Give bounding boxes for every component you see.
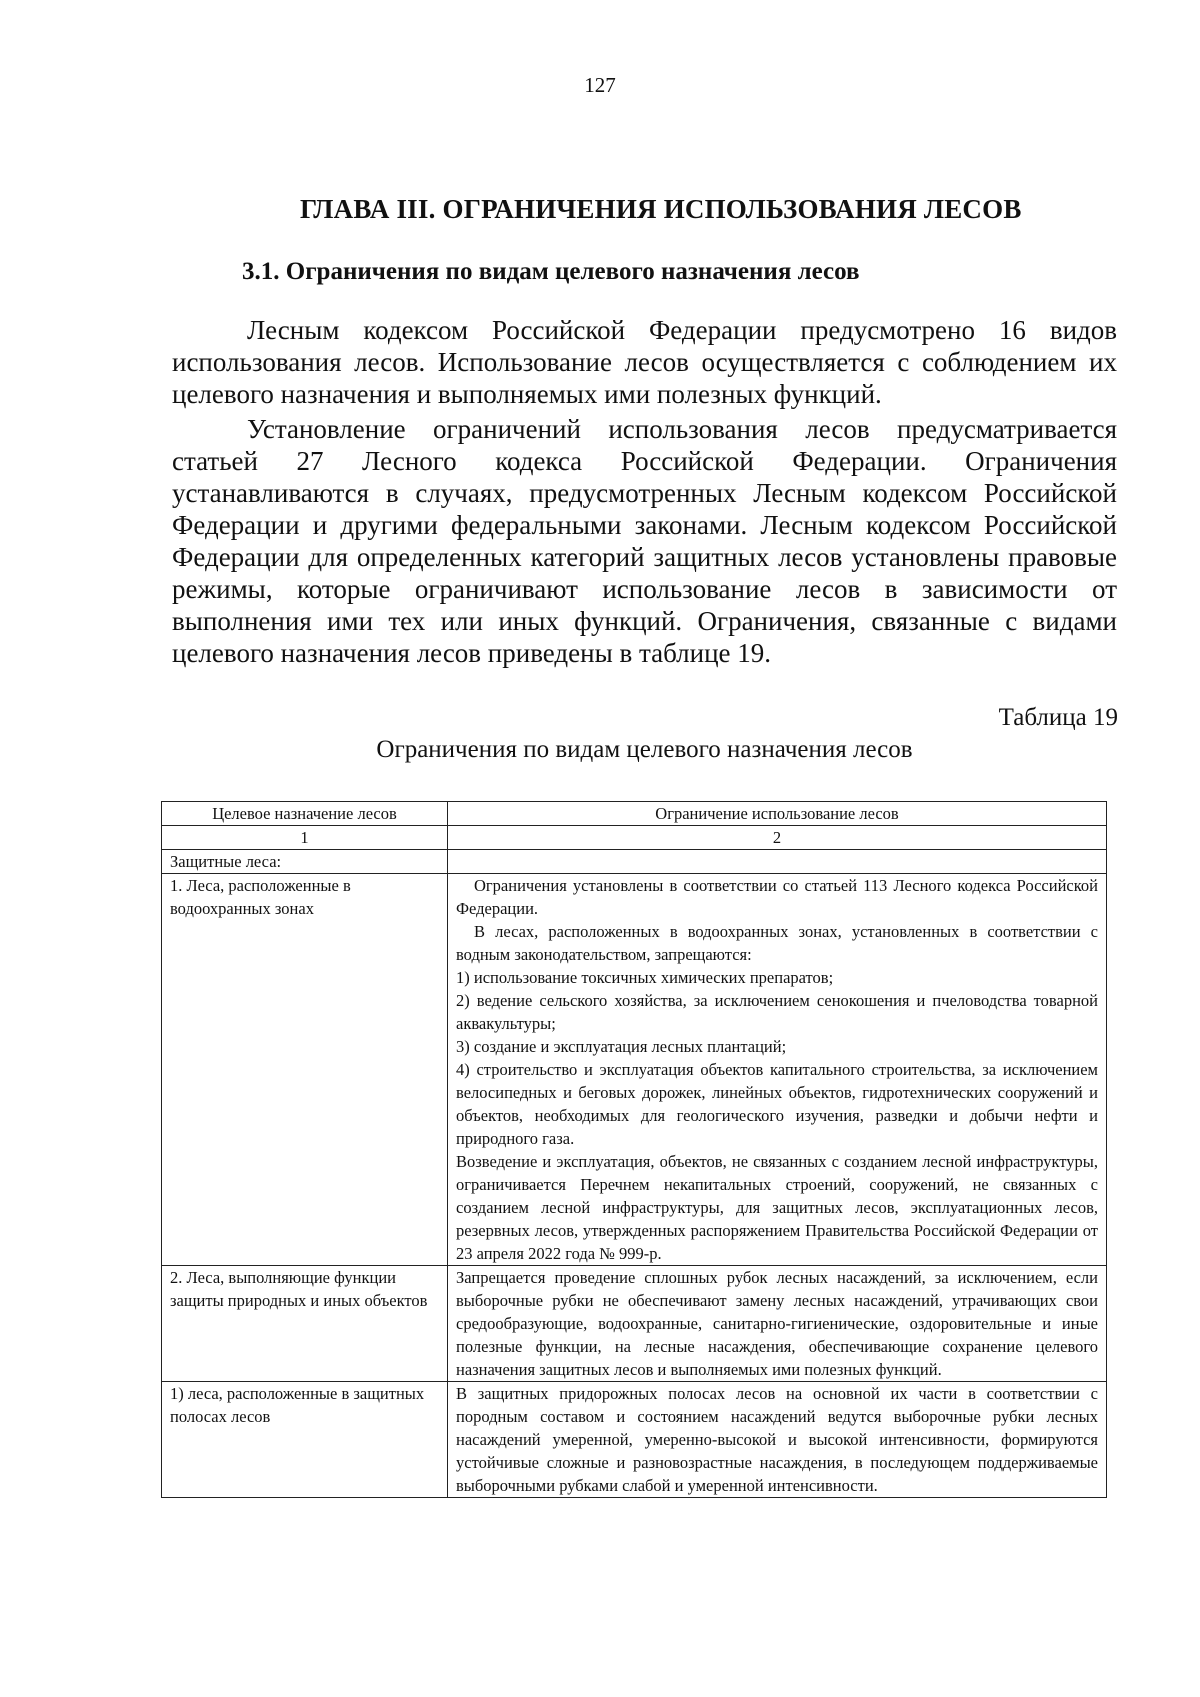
restriction-cell (448, 874, 1107, 1266)
body-paragraph-2 (172, 413, 1117, 669)
restriction-list-item: 3) создание и эксплуатация лесных плантаций; (456, 1037, 787, 1056)
table-row (162, 1382, 1107, 1498)
purpose-cell: 1) леса, расположенные в защитных полосах лесов (162, 1382, 448, 1498)
table-number: Таблица 19 (998, 704, 1118, 731)
table-row (162, 874, 1107, 1266)
restriction-list-item: 1) использование токсичных химических препаратов; (456, 968, 834, 987)
chapter-title: ГЛАВА III. ОГРАНИЧЕНИЯ ИСПОЛЬЗОВАНИЯ ЛЕСОВ (300, 194, 1022, 224)
page-number: 127 (584, 73, 616, 97)
body-paragraph-1 (172, 314, 1117, 410)
restriction-text: Запрещается проведение сплошных рубок лесных насаждений, за исключением, если выборочные рубки не обеспечивают замену лесных насаждений, утрачивающих свои средообразующие, водоохранные, санитарно-гигиенические, оздоровительные и иные полезные функции, на лесные насаждения, обеспечивающие сохранение целевого назначения защитных лесов и выполняемых ими полезных функций. (456, 1268, 1098, 1379)
empty-cell (448, 850, 1107, 874)
table-row (162, 1266, 1107, 1382)
purpose-cell: 1. Леса, расположенные в водоохранных зонах (162, 874, 448, 1266)
column-number-1: 1 (162, 826, 448, 850)
restrictions-table (161, 801, 1107, 1498)
purpose-cell: 2. Леса, выполняющие функции защиты природных и иных объектов (162, 1266, 448, 1382)
header-cell-restriction: Ограничение использование лесов (448, 802, 1107, 826)
restriction-list-item: 4) строительство и эксплуатация объектов капитального строительства, за исключением велосипедных и беговых дорожек, линейных объектов, гидротехнических сооружений и объектов, необходимых для геологического изучения, разведки и добычи нефти и природного газа. (456, 1060, 1098, 1148)
restriction-cell (448, 1382, 1107, 1498)
column-number-2: 2 (448, 826, 1107, 850)
table-title: Ограничения по видам целевого назначения лесов (376, 736, 913, 763)
restriction-text: В лесах, расположенных в водоохранных зонах, установленных в соответствии с водным законодательством, запрещаются: (456, 922, 1098, 964)
column-number-row (162, 826, 1107, 850)
header-cell-purpose: Целевое назначение лесов (162, 802, 448, 826)
restriction-text: Возведение и эксплуатация, объектов, не связанных с созданием лесной инфраструктуры, ограничивается Перечнем некапитальных строений, сооружений, не связанных с созданием лесной инфраструктуры, для защитных лесов, эксплуатационных лесов, резервных лесов, утвержденных распоряжением Правительства Российской Федерации от 23 апреля 2022 года № 999-р. (456, 1152, 1098, 1263)
table-group-row (162, 850, 1107, 874)
paragraph-text: Установление ограничений использования лесов предусматривается статьей 27 Лесного кодекса Российской Федерации. Ограничения устанавливаются в случаях, предусмотренных Лесным кодексом Российской Федерации и другими федеральными законами. Лесным кодексом Российской Федерации для определенных категорий защитных лесов установлены правовые режимы, которые ограничивают использование лесов в зависимости от выполнения ими тех или иных функций. Ограничения, связанные с видами целевого назначения лесов приведены в таблице 19. (172, 414, 1117, 668)
restriction-text: В защитных придорожных полосах лесов на основной их части в соответствии с породным составом и состоянием насаждений ведутся выборочные рубки лесных насаждений умеренной, умеренно-высокой и высокой интенсивности, формируются устойчивые сложные и разновозрастные насаждения, в последующем поддерживаемые выборочными рубками слабой и умеренной интенсивности. (456, 1384, 1098, 1495)
restriction-list-item: 2) ведение сельского хозяйства, за исключением сенокошения и пчеловодства товарной аквакультуры; (456, 991, 1098, 1033)
group-label-cell: Защитные леса: (162, 850, 448, 874)
section-title: 3.1. Ограничения по видам целевого назначения лесов (242, 258, 860, 285)
table-header-row (162, 802, 1107, 826)
restriction-cell (448, 1266, 1107, 1382)
restriction-text: Ограничения установлены в соответствии со статьей 113 Лесного кодекса Российской Федерации. (456, 876, 1098, 918)
paragraph-text: Лесным кодексом Российской Федерации предусмотрено 16 видов использования лесов. Использование лесов осуществляется с соблюдением их целевого назначения и выполняемых ими полезных функций. (172, 315, 1117, 409)
